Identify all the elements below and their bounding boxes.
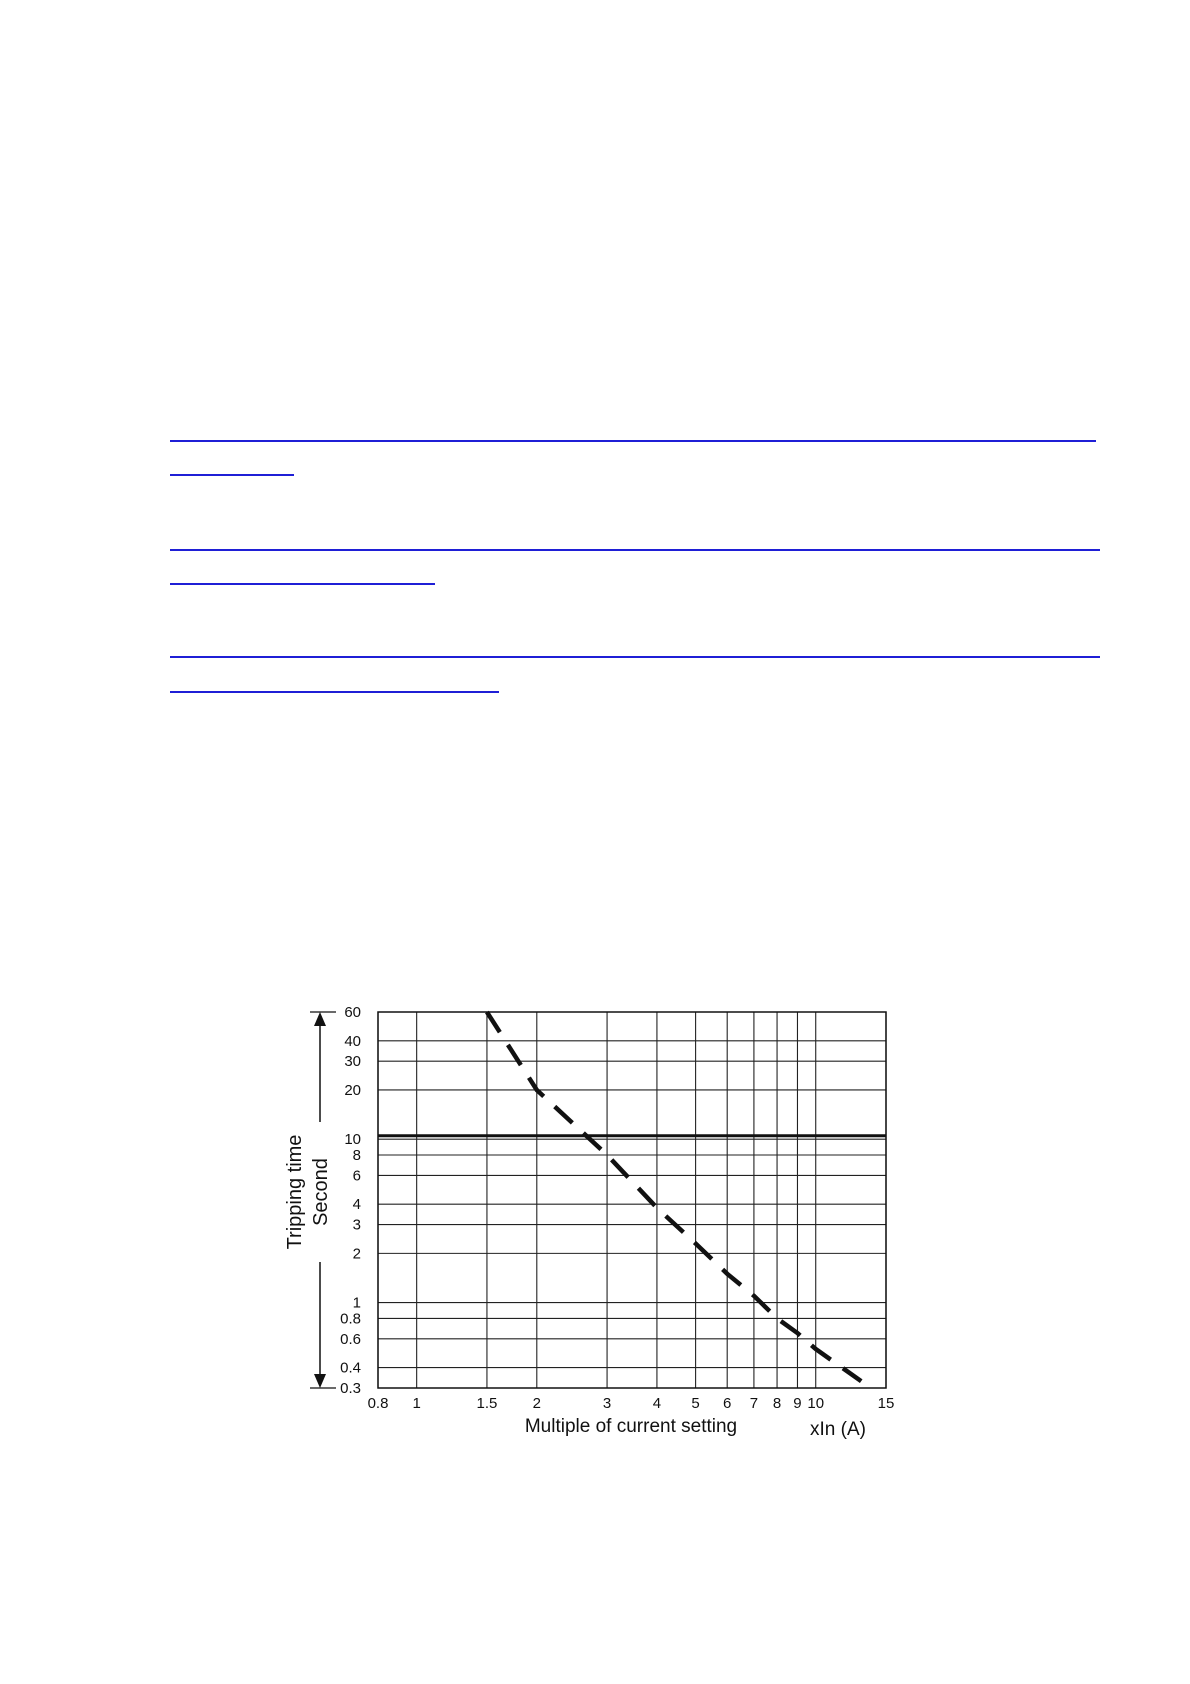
plot-frame — [378, 1012, 886, 1388]
x-tick-label: 10 — [807, 1395, 825, 1412]
series-line — [487, 1012, 861, 1381]
y-tick-label: 0.6 — [340, 1330, 361, 1348]
x-axis-unit: xIn (A) — [810, 1419, 866, 1440]
y-tick-label: 8 — [352, 1146, 361, 1164]
arrow-up-icon — [314, 1012, 326, 1026]
y-tick-label: 3 — [352, 1216, 361, 1234]
x-tick-label: 9 — [793, 1395, 802, 1412]
x-tick-label: 3 — [602, 1395, 612, 1412]
x-tick-label: 8 — [772, 1395, 782, 1412]
x-grid-lines — [378, 1012, 886, 1388]
y-tick-label: 10 — [344, 1131, 361, 1149]
y-tick-label: 6 — [352, 1167, 361, 1185]
x-tick-label: 7 — [749, 1395, 759, 1412]
x-tick-label: 1 — [412, 1395, 421, 1412]
y-axis-unit: Second — [310, 1158, 332, 1226]
x-tick-label: 2 — [532, 1395, 541, 1412]
x-tick-labels — [368, 1395, 895, 1412]
x-tick-label: 0.8 — [367, 1395, 389, 1412]
y-tick-label: 0.8 — [340, 1310, 361, 1328]
arrow-down-icon — [314, 1374, 326, 1388]
x-tick-label: 5 — [691, 1395, 700, 1412]
y-grid-lines — [378, 1012, 886, 1388]
y-tick-label: 1 — [352, 1294, 361, 1312]
y-axis-label: Tripping time — [284, 1134, 306, 1250]
y-tick-label: 2 — [352, 1245, 361, 1263]
x-tick-label: 4 — [652, 1395, 662, 1412]
x-tick-label: 6 — [723, 1395, 732, 1412]
y-tick-label: 30 — [344, 1053, 361, 1071]
x-axis-label: Multiple of current setting — [524, 1416, 738, 1437]
y-tick-label: 4 — [352, 1196, 361, 1214]
y-tick-labels — [340, 1004, 361, 1397]
y-tick-label: 60 — [344, 1004, 361, 1021]
series-dashed — [487, 1012, 861, 1381]
y-tick-label: 0.3 — [340, 1380, 361, 1397]
x-tick-label: 15 — [877, 1395, 895, 1412]
y-tick-label: 20 — [344, 1081, 361, 1099]
y-tick-label: 40 — [344, 1032, 361, 1050]
x-tick-label: 1.5 — [476, 1395, 498, 1412]
y-tick-label: 0.4 — [340, 1359, 361, 1377]
